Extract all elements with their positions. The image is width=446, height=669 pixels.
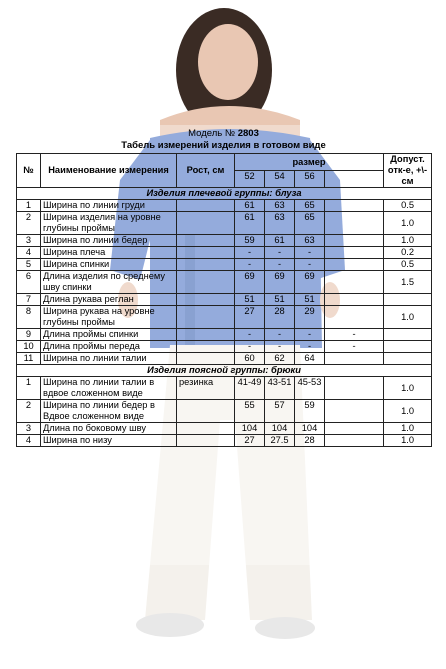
- row-size-54: 28: [265, 306, 295, 329]
- row-height: резинка: [177, 377, 235, 400]
- row-size-52: 27: [235, 306, 265, 329]
- row-height: [177, 235, 235, 247]
- row-height: [177, 247, 235, 259]
- row-size-54: 63: [265, 200, 295, 212]
- row-size-56: 45-53: [295, 377, 325, 400]
- row-name: Ширина по линии талии: [41, 353, 177, 365]
- row-number: 3: [17, 235, 41, 247]
- row-size-54: 69: [265, 271, 295, 294]
- table-row: [17, 294, 432, 306]
- row-size-54: 63: [265, 212, 295, 235]
- row-extra: [325, 306, 384, 329]
- row-height: [177, 329, 235, 341]
- row-height: [177, 400, 235, 423]
- row-height: [177, 353, 235, 365]
- row-number: 7: [17, 294, 41, 306]
- row-name: Длина по боковому шву: [41, 423, 177, 435]
- row-tolerance: 1.0: [384, 377, 432, 400]
- row-name: Ширина плеча: [41, 247, 177, 259]
- row-number: 4: [17, 247, 41, 259]
- row-number: 2: [17, 400, 41, 423]
- row-extra: [325, 247, 384, 259]
- row-height: [177, 200, 235, 212]
- row-size-54: -: [265, 259, 295, 271]
- row-size-54: -: [265, 247, 295, 259]
- row-name: Длина изделия по среднему шву спинки: [41, 271, 177, 294]
- row-size-56: 51: [295, 294, 325, 306]
- group-title: Изделия поясной группы: брюки: [17, 365, 432, 377]
- row-size-56: 65: [295, 200, 325, 212]
- row-tolerance: 1.0: [384, 306, 432, 329]
- row-size-56: -: [295, 329, 325, 341]
- size-header-52: 52: [235, 171, 265, 188]
- row-height: [177, 306, 235, 329]
- row-size-52: 41-49: [235, 377, 265, 400]
- row-size-52: -: [235, 247, 265, 259]
- row-name: Ширина по линии бедер: [41, 235, 177, 247]
- measurement-table: [16, 153, 432, 447]
- col-header-name: Наименование измерения: [41, 154, 177, 188]
- table-row: [17, 400, 432, 423]
- row-size-54: 62: [265, 353, 295, 365]
- row-number: 3: [17, 423, 41, 435]
- row-tolerance: [384, 353, 432, 365]
- row-extra: [325, 235, 384, 247]
- table-row: [17, 329, 432, 341]
- row-number: 9: [17, 329, 41, 341]
- row-size-52: 59: [235, 235, 265, 247]
- row-tolerance: 1.0: [384, 212, 432, 235]
- row-size-56: 63: [295, 235, 325, 247]
- row-height: [177, 435, 235, 447]
- row-number: 2: [17, 212, 41, 235]
- row-tolerance: 1.0: [384, 400, 432, 423]
- right-shoe-shape: [255, 617, 315, 639]
- row-size-54: -: [265, 341, 295, 353]
- col-header-tolerance: Допуст. отк-е, +\-см: [384, 154, 432, 188]
- row-size-56: -: [295, 247, 325, 259]
- row-size-54: 104: [265, 423, 295, 435]
- table-row: [17, 423, 432, 435]
- row-name: Ширина спинки: [41, 259, 177, 271]
- size-header-56: 56: [295, 171, 325, 188]
- row-tolerance: [384, 329, 432, 341]
- row-size-54: -: [265, 329, 295, 341]
- model-number: 2803: [237, 128, 259, 139]
- row-size-52: 51: [235, 294, 265, 306]
- row-size-52: 61: [235, 200, 265, 212]
- row-size-54: 61: [265, 235, 295, 247]
- table-row: [17, 247, 432, 259]
- row-size-52: -: [235, 259, 265, 271]
- row-tolerance: 1.0: [384, 435, 432, 447]
- row-number: 4: [17, 435, 41, 447]
- row-extra: -: [325, 329, 384, 341]
- col-header-size: размер: [235, 154, 384, 171]
- row-size-52: 55: [235, 400, 265, 423]
- col-header-num: №: [17, 154, 41, 188]
- row-size-54: 51: [265, 294, 295, 306]
- row-tolerance: [384, 294, 432, 306]
- row-number: 5: [17, 259, 41, 271]
- row-size-52: 61: [235, 212, 265, 235]
- model-line: [16, 128, 431, 140]
- table-row: [17, 435, 432, 447]
- row-height: [177, 259, 235, 271]
- row-height: [177, 423, 235, 435]
- row-size-52: 104: [235, 423, 265, 435]
- size-header-empty: [325, 171, 384, 188]
- row-name: Ширина по линии талии в вдвое сложенном виде: [41, 377, 177, 400]
- row-name: Ширина по линии бедер в Вдвое сложенном виде: [41, 400, 177, 423]
- table-row: [17, 341, 432, 353]
- row-size-54: 27.5: [265, 435, 295, 447]
- row-size-54: 57: [265, 400, 295, 423]
- row-height: [177, 341, 235, 353]
- face-shape: [198, 24, 258, 100]
- row-extra: [325, 294, 384, 306]
- row-size-54: 43-51: [265, 377, 295, 400]
- row-tolerance: 1.0: [384, 235, 432, 247]
- row-size-52: 60: [235, 353, 265, 365]
- table-row: [17, 353, 432, 365]
- row-size-56: 104: [295, 423, 325, 435]
- row-extra: [325, 271, 384, 294]
- row-name: Ширина по линии груди: [41, 200, 177, 212]
- col-header-height: Рост, см: [177, 154, 235, 188]
- row-name: Ширина рукава на уровне глубины проймы: [41, 306, 177, 329]
- model-label: Модель №: [188, 128, 236, 139]
- table-row: [17, 212, 432, 235]
- row-size-56: -: [295, 341, 325, 353]
- group-title: Изделия плечевой группы: блуза: [17, 188, 432, 200]
- row-height: [177, 271, 235, 294]
- left-shoe-shape: [136, 613, 204, 637]
- row-size-56: 28: [295, 435, 325, 447]
- row-number: 1: [17, 200, 41, 212]
- table-row: [17, 200, 432, 212]
- row-tolerance: 1.0: [384, 423, 432, 435]
- row-size-52: -: [235, 329, 265, 341]
- row-number: 8: [17, 306, 41, 329]
- table-title: Табель измерений изделия в готовом виде: [121, 140, 326, 151]
- table-row: [17, 235, 432, 247]
- row-tolerance: 0.5: [384, 259, 432, 271]
- row-extra: [325, 435, 384, 447]
- row-number: 1: [17, 377, 41, 400]
- row-extra: [325, 400, 384, 423]
- row-size-56: -: [295, 259, 325, 271]
- row-size-56: 59: [295, 400, 325, 423]
- row-extra: [325, 200, 384, 212]
- row-name: Ширина изделия на уровне глубины проймы: [41, 212, 177, 235]
- row-extra: [325, 423, 384, 435]
- group-header-row: [17, 188, 432, 200]
- row-size-56: 65: [295, 212, 325, 235]
- row-size-52: 69: [235, 271, 265, 294]
- row-name: Длина проймы спинки: [41, 329, 177, 341]
- size-header-54: 54: [265, 171, 295, 188]
- row-tolerance: 1.5: [384, 271, 432, 294]
- measurement-sheet: [16, 128, 431, 447]
- row-tolerance: 0.5: [384, 200, 432, 212]
- table-row: [17, 306, 432, 329]
- row-size-52: -: [235, 341, 265, 353]
- row-extra: [325, 353, 384, 365]
- group-header-row: [17, 365, 432, 377]
- row-tolerance: 0.2: [384, 247, 432, 259]
- row-size-56: 69: [295, 271, 325, 294]
- row-number: 6: [17, 271, 41, 294]
- row-height: [177, 294, 235, 306]
- row-name: Длина проймы переда: [41, 341, 177, 353]
- table-row: [17, 259, 432, 271]
- row-name: Ширина по низу: [41, 435, 177, 447]
- row-number: 11: [17, 353, 41, 365]
- table-row: [17, 271, 432, 294]
- row-extra: [325, 212, 384, 235]
- row-height: [177, 212, 235, 235]
- row-tolerance: [384, 341, 432, 353]
- row-extra: [325, 259, 384, 271]
- row-size-52: 27: [235, 435, 265, 447]
- row-name: Длина рукава реглан: [41, 294, 177, 306]
- row-size-56: 64: [295, 353, 325, 365]
- table-row: [17, 377, 432, 400]
- row-size-56: 29: [295, 306, 325, 329]
- row-number: 10: [17, 341, 41, 353]
- row-extra: [325, 377, 384, 400]
- row-extra: -: [325, 341, 384, 353]
